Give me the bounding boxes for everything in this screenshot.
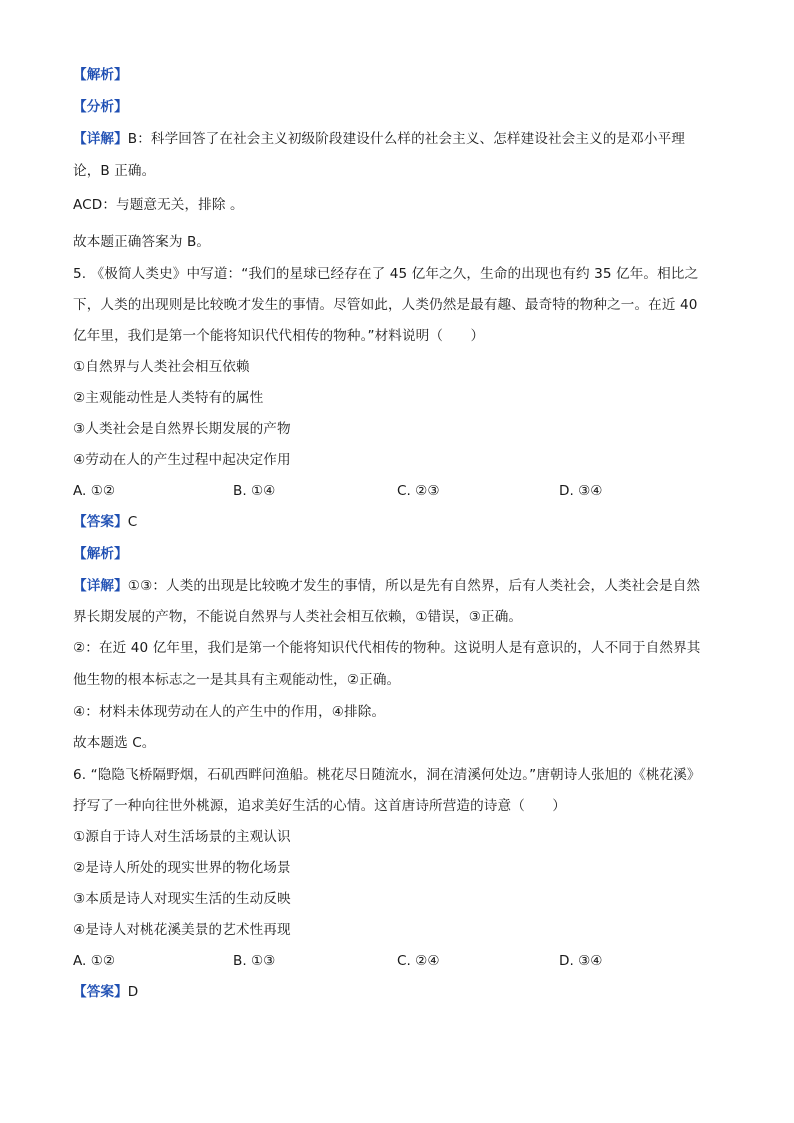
answer-line: 【答案】D	[73, 984, 139, 1000]
doc-line: 界长期发展的产物，不能说自然界与人类社会相互依赖，①错误，③正确。	[73, 609, 523, 625]
doc-line: 故本题正确答案为 B。	[73, 234, 211, 250]
question-5-line: 5. 《极简人类史》中写道：“我们的星球已经存在了 45 亿年之久，生命的出现也有约 35 亿年。相比之	[73, 266, 699, 282]
doc-line: 【解析】	[73, 67, 128, 83]
statement-item: ①自然界与人类社会相互依赖	[73, 359, 250, 375]
option-b: B. ①④	[233, 483, 276, 499]
doc-line: ②：在近 40 亿年里，我们是第一个能将知识代代相传的物种。这说明人是有意识的，人不同于自然界其	[73, 640, 701, 656]
statement-item: ④劳动在人的产生过程中起决定作用	[73, 452, 291, 468]
option-c: C. ②③	[397, 483, 440, 499]
doc-line: ④：材料未体现劳动在人的产生中的作用，④排除。	[73, 704, 386, 720]
answer-options	[73, 952, 763, 970]
question-6-line: 6. “隐隐飞桥隔野烟，石矶西畔问渔船。桃花尽日随流水，洞在清溪何处边。”唐朝诗人张旭的《桃花溪》	[73, 767, 701, 783]
statement-item: ①源自于诗人对生活场景的主观认识	[73, 829, 291, 845]
answer-line: 【答案】C	[73, 514, 138, 530]
doc-line: 故本题选 C。	[73, 735, 156, 751]
option-a: A. ①②	[73, 483, 116, 499]
doc-line: 下，人类的出现则是比较晚才发生的事情。尽管如此，人类仍然是最有趣、最奇特的物种之一。在近 40	[73, 297, 698, 313]
doc-line: 他生物的根本标志之一是其具有主观能动性，②正确。	[73, 672, 401, 688]
doc-line: 【详解】①③：人类的出现是比较晚才发生的事情，所以是先有自然界，后有人类社会，人类社会是自然	[73, 578, 701, 594]
doc-line: ACD：与题意无关，排除 。	[73, 197, 244, 213]
statement-item: ③人类社会是自然界长期发展的产物	[73, 421, 291, 437]
statement-item: ③本质是诗人对现实生活的生动反映	[73, 891, 291, 907]
doc-line: 抒写了一种向往世外桃源，追求美好生活的心情。这首唐诗所营造的诗意（ ）	[73, 798, 566, 814]
statement-item: ②主观能动性是人类特有的属性	[73, 390, 264, 406]
option-a: A. ①②	[73, 953, 116, 969]
statement-item: ④是诗人对桃花溪美景的艺术性再现	[73, 922, 291, 938]
doc-line: 【分析】	[73, 99, 128, 115]
answer-options	[73, 482, 763, 500]
doc-line: 亿年里，我们是第一个能将知识代代相传的物种。”材料说明（ ）	[73, 328, 485, 344]
doc-line: 【详解】B：科学回答了在社会主义初级阶段建设什么样的社会主义、怎样建设社会主义的是邓小平理	[73, 131, 685, 147]
option-d: D. ③④	[559, 483, 603, 499]
option-b: B. ①③	[233, 953, 276, 969]
doc-line: 【解析】	[73, 546, 128, 562]
doc-line: 论，B 正确。	[73, 163, 156, 179]
option-d: D. ③④	[559, 953, 603, 969]
statement-item: ②是诗人所处的现实世界的物化场景	[73, 860, 291, 876]
option-c: C. ②④	[397, 953, 440, 969]
